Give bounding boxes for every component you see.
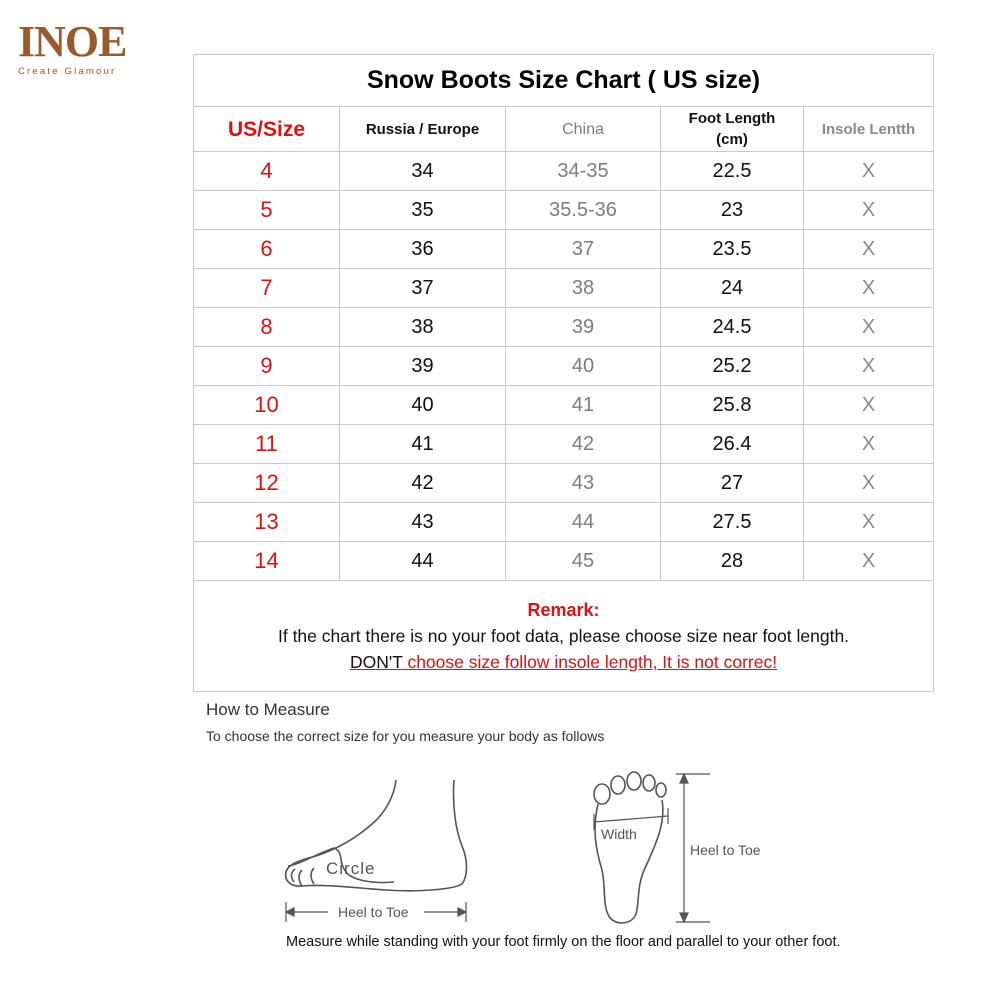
table-row	[194, 542, 934, 581]
cell-foot-length: 24.5	[661, 308, 804, 347]
remark-dont: DON'T	[349, 652, 403, 672]
table-row	[194, 347, 934, 386]
table-row	[194, 152, 934, 191]
remark-title: Remark:	[527, 600, 600, 620]
cell-us-size: 9	[194, 347, 340, 386]
cell-insole-length: X	[804, 308, 934, 347]
table-body	[194, 152, 934, 581]
cell-insole-length: X	[804, 152, 934, 191]
table-title: Snow Boots Size Chart ( US size)	[194, 55, 934, 107]
table-row	[194, 464, 934, 503]
cell-russia-europe: 42	[340, 464, 506, 503]
cell-foot-length: 25.2	[661, 347, 804, 386]
cell-foot-length: 26.4	[661, 425, 804, 464]
brand-logo	[18, 17, 148, 86]
table-row	[194, 308, 934, 347]
side-circle-label: Circle	[326, 859, 376, 878]
cell-us-size: 4	[194, 152, 340, 191]
remark-row	[194, 581, 934, 692]
logo-wordmark: INOE	[18, 17, 127, 66]
cell-china: 43	[506, 464, 661, 503]
cell-china: 34-35	[506, 152, 661, 191]
cell-us-size: 10	[194, 386, 340, 425]
cell-foot-length: 24	[661, 269, 804, 308]
header-china: China	[506, 107, 661, 152]
header-foot-length	[661, 107, 804, 152]
side-heel-to-toe-label: Heel to Toe	[338, 904, 409, 920]
cell-russia-europe: 36	[340, 230, 506, 269]
foot-side-view-diagram	[276, 776, 486, 936]
cell-russia-europe: 43	[340, 503, 506, 542]
cell-us-size: 7	[194, 269, 340, 308]
cell-china: 45	[506, 542, 661, 581]
cell-insole-length: X	[804, 230, 934, 269]
cell-russia-europe: 44	[340, 542, 506, 581]
cell-china: 39	[506, 308, 661, 347]
cell-russia-europe: 35	[340, 191, 506, 230]
cell-china: 37	[506, 230, 661, 269]
remark-cell	[194, 581, 934, 692]
table-row	[194, 503, 934, 542]
cell-china: 40	[506, 347, 661, 386]
cell-foot-length: 23.5	[661, 230, 804, 269]
foot-top-view-diagram	[580, 770, 800, 930]
table-row	[194, 230, 934, 269]
table-row	[194, 191, 934, 230]
cell-us-size: 11	[194, 425, 340, 464]
cell-insole-length: X	[804, 503, 934, 542]
foot-side-outline	[286, 780, 467, 891]
cell-foot-length: 27	[661, 464, 804, 503]
top-width-label: Width	[601, 826, 637, 842]
top-heel-to-toe-label: Heel to Toe	[690, 842, 761, 858]
cell-russia-europe: 41	[340, 425, 506, 464]
header-foot-length-line1: Foot Length	[688, 110, 776, 127]
cell-china: 41	[506, 386, 661, 425]
cell-us-size: 14	[194, 542, 340, 581]
size-chart-table	[193, 54, 934, 692]
cell-us-size: 6	[194, 230, 340, 269]
cell-russia-europe: 37	[340, 269, 506, 308]
table-row	[194, 269, 934, 308]
cell-insole-length: X	[804, 269, 934, 308]
cell-insole-length: X	[804, 386, 934, 425]
cell-russia-europe: 39	[340, 347, 506, 386]
remark-line-2-rest: choose size follow insole length, It is not correc!	[402, 652, 778, 672]
header-insole-length: Insole Lentth	[804, 107, 934, 152]
cell-china: 38	[506, 269, 661, 308]
remark-line-1: If the chart there is no your foot data, please choose size near foot length.	[277, 626, 850, 646]
cell-foot-length: 23	[661, 191, 804, 230]
how-to-measure-title: How to Measure	[206, 700, 330, 719]
cell-us-size: 13	[194, 503, 340, 542]
cell-foot-length: 25.8	[661, 386, 804, 425]
cell-us-size: 12	[194, 464, 340, 503]
cell-insole-length: X	[804, 191, 934, 230]
cell-insole-length: X	[804, 425, 934, 464]
header-us-size: US/Size	[194, 107, 340, 152]
cell-russia-europe: 34	[340, 152, 506, 191]
cell-china: 44	[506, 503, 661, 542]
cell-china: 42	[506, 425, 661, 464]
cell-russia-europe: 40	[340, 386, 506, 425]
cell-china: 35.5-36	[506, 191, 661, 230]
table-row	[194, 425, 934, 464]
measure-instruction: Measure while standing with your foot firmly on the floor and parallel to your other foot.	[286, 934, 841, 950]
table-title-row	[194, 55, 934, 107]
how-to-measure-subtitle: To choose the correct size for you measure your body as follows	[206, 728, 605, 744]
remark-line-2	[194, 649, 933, 675]
cell-insole-length: X	[804, 347, 934, 386]
table-row	[194, 386, 934, 425]
logo-tagline: Create Glamour	[18, 66, 117, 77]
cell-us-size: 5	[194, 191, 340, 230]
cell-foot-length: 28	[661, 542, 804, 581]
header-russia-europe: Russia / Europe	[340, 107, 506, 152]
table-header-row	[194, 107, 934, 152]
cell-us-size: 8	[194, 308, 340, 347]
cell-insole-length: X	[804, 542, 934, 581]
foot-top-outline	[594, 772, 666, 923]
cell-foot-length: 27.5	[661, 503, 804, 542]
cell-russia-europe: 38	[340, 308, 506, 347]
header-foot-length-line2: (cm)	[716, 131, 748, 148]
cell-insole-length: X	[804, 464, 934, 503]
cell-foot-length: 22.5	[661, 152, 804, 191]
